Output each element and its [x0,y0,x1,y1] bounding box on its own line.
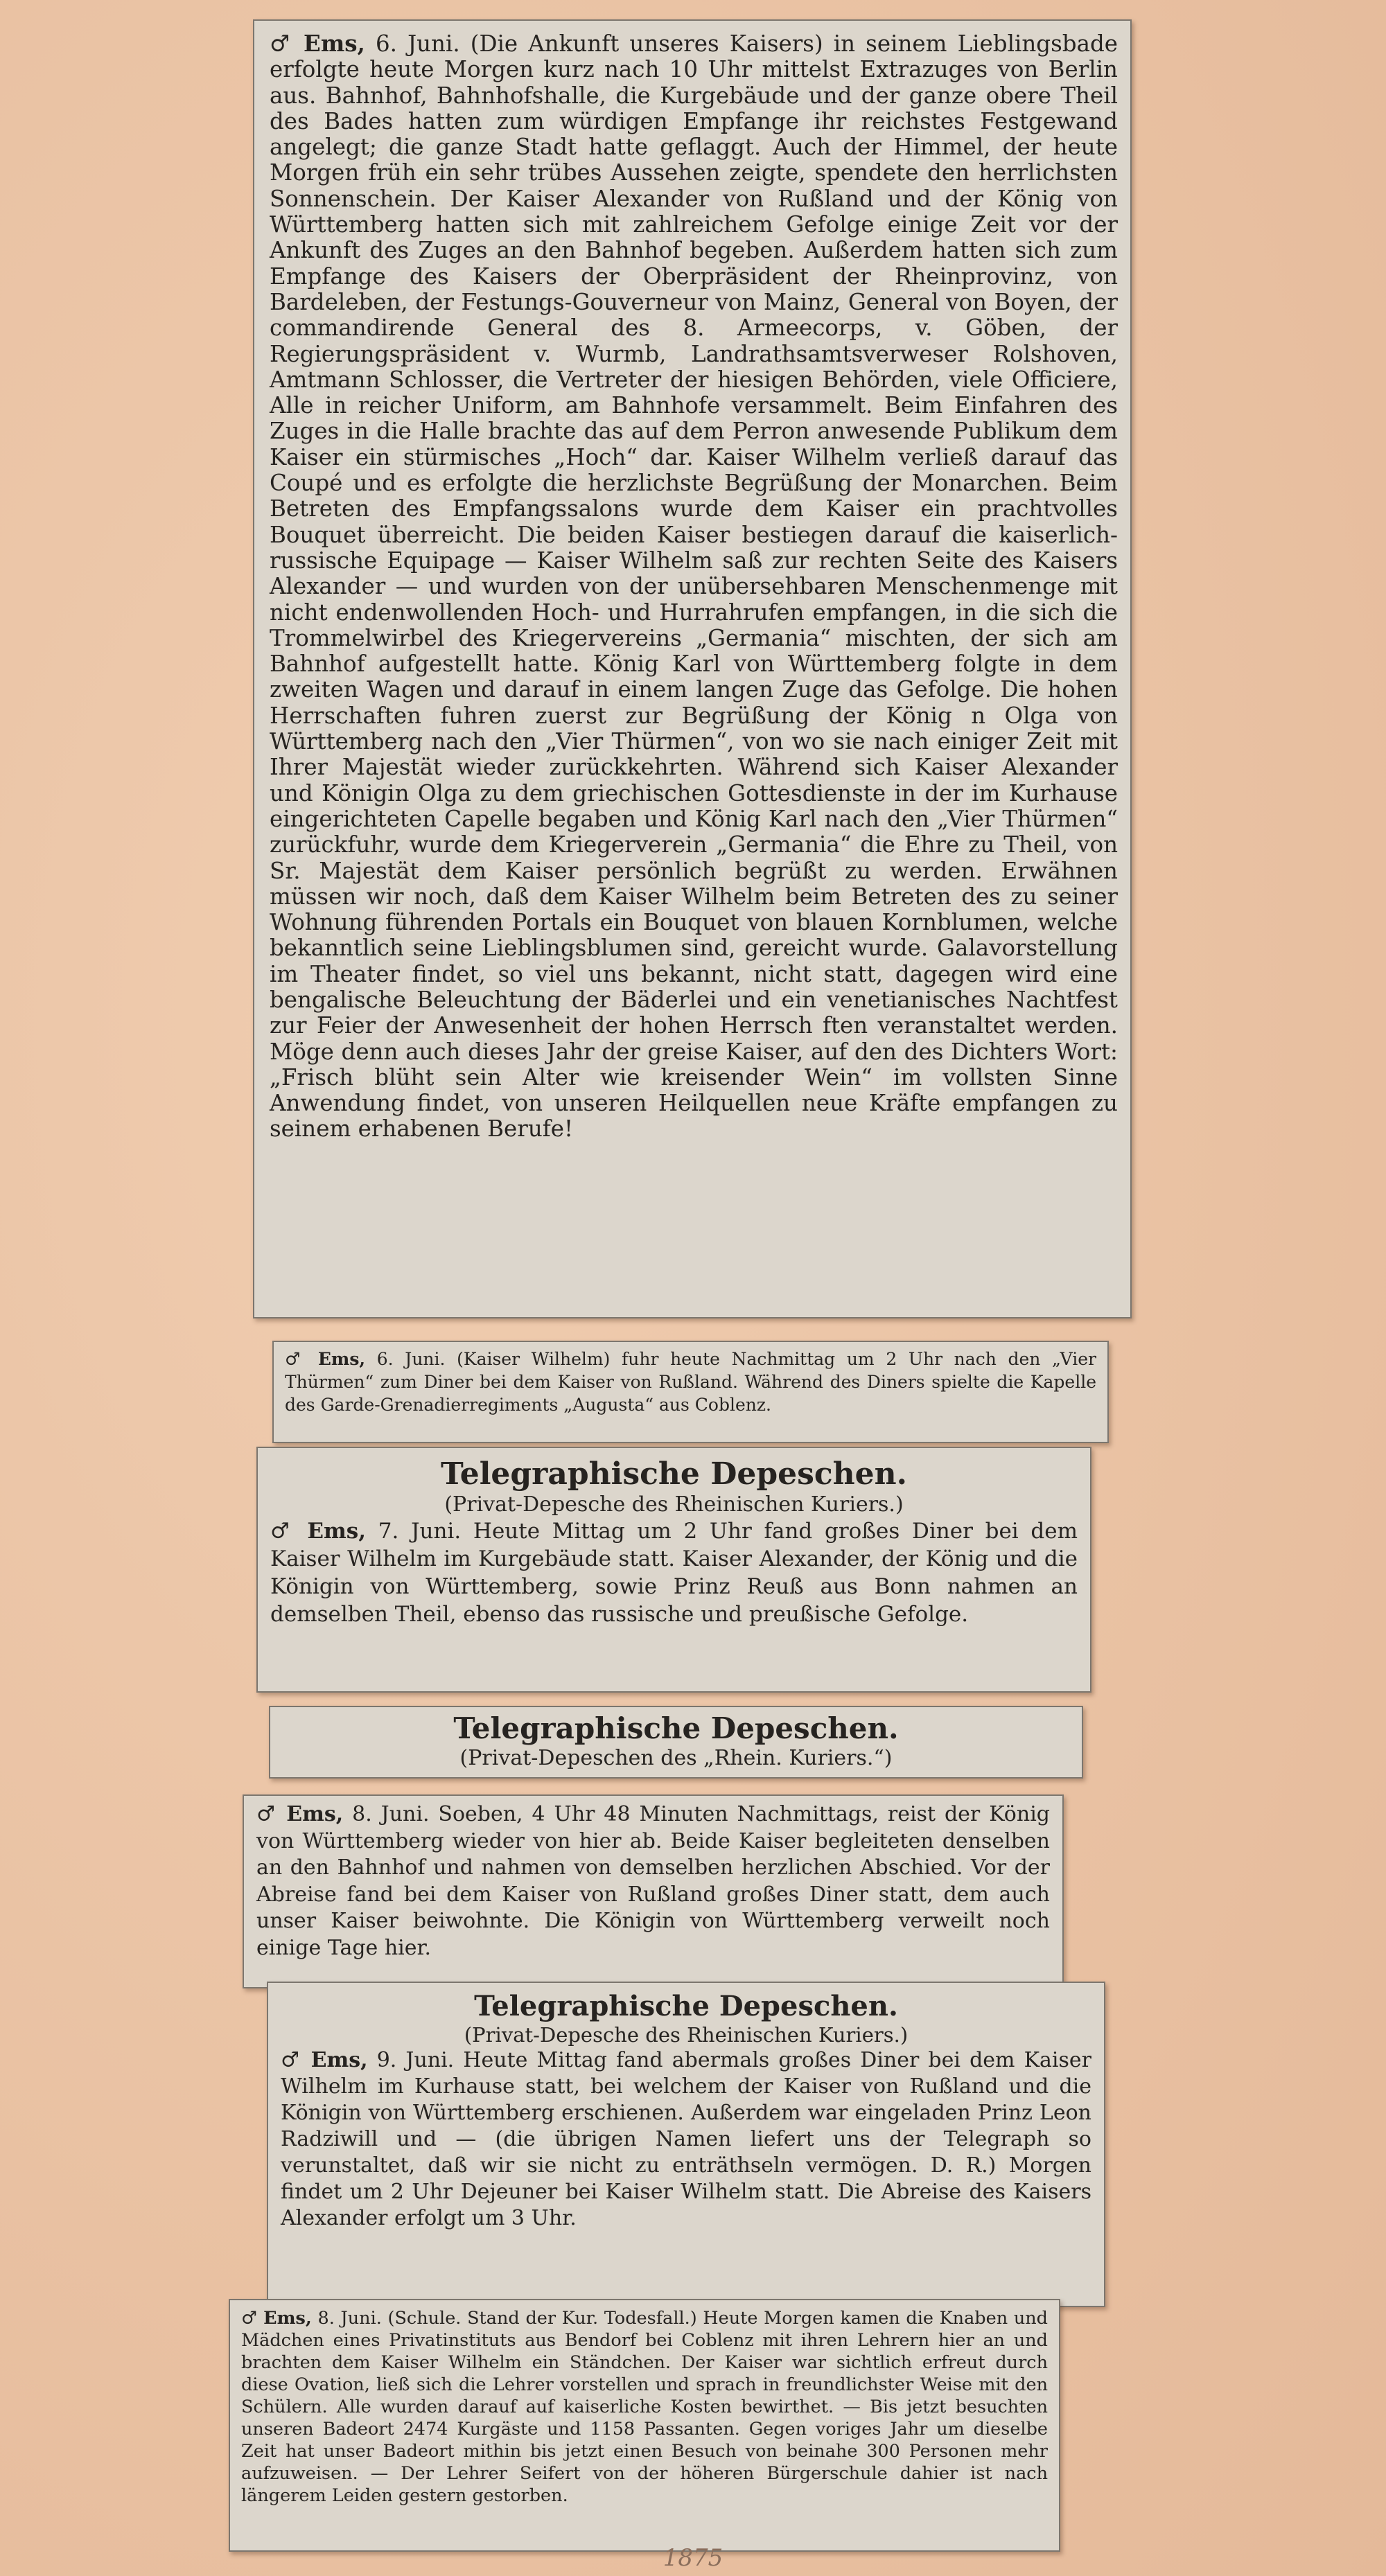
clipping-1-text [270,30,1118,1143]
male-symbol-icon: ♂ [241,2308,258,2329]
clipping-heading: Telegraphische Depeschen. [441,1456,907,1492]
clipping-subheading: (Privat-Depesche des Rheinischen Kuriers.) [444,1492,904,1517]
article-body: 8. Juni. Soeben, 4 Uhr 48 Minuten Nachmittags, reist der König von Württemberg wieder von hier ab. Beide Kaiser begleiteten denselben an den Bahnhof und nahmen von demselben herzlichen Abschied. Vor der Abreise fand bei dem Kaiser von Rußland großes Diner statt, dem auch unser Kaiser beiwohnte. Die Königin von Württemberg verweilt noch einige Tage hier. [256,1802,1050,1960]
article-body: 9. Juni. Heute Mittag fand abermals großes Diner bei dem Kaiser Wilhelm im Kurhause statt, bei welchem der Kaiser von Rußland und die Königin von Württemberg erschienen. Außerdem war eingeladen Prinz Leon Radziwill und — (die übrigen Namen liefert uns der Telegraph so verunstaltet, daß wir sie nicht zu enträthseln vermögen. D. R.) Morgen findet um 2 Uhr Dejeuner bei Kaiser Wilhelm statt. Die Abreise des Kaisers Alexander erfolgt um 3 Uhr. [281,2048,1091,2230]
male-symbol-icon: ♂ [270,1519,295,1544]
article-body: 6. Juni. (Die Ankunft unseres Kaisers) in seinem Lieblingsbade erfolgte heute Morgen kurz nach 10 Uhr mittelst Extrazuges von Berlin aus. Bahnhof, Bahnhofshalle, die Kurgebäude und der ganze obere Theil des Bades hatten zum würdigen Empfange ihr reichstes Festgewand angelegt; die ganze Stadt hatte geflaggt. Auch der Himmel, der heute Morgen früh ein sehr trübes Aussehen zeigte, spendete den herrlichsten Sonnenschein. Der Kaiser Alexander von Rußland und der König von Württemberg hatten sich mit zahlreichem Gefolge einige Zeit vor der Ankunft des Zuges an den Bahnhof begeben. Außerdem hatten sich zum Empfange des Kaisers der Oberpräsident der Rheinprovinz, von Bardeleben, der Festungs-Gouverneur von Mainz, General von Boyen, der commandirende General des 8. Armeecorps, v. Göben, der Regierungspräsident v. Wurmb, Landrathsamtsverweser Rolshoven, Amtmann Schlosser, die Vertreter der hiesigen Behörden, viele Officiere, Alle in reicher Uniform, am Bahnhofe versammelt. Beim Einfahren des Zuges in die Halle brachte das auf dem Perron anwesende Publikum dem Kaiser ein stürmisches „Hoch“ dar. Kaiser Wilhelm verließ darauf das Coupé und es erfolgte die herzlichste Begrüßung der Monarchen. Beim Betreten des Empfangssalons wurde dem Kaiser ein prachtvolles Bouquet überreicht. Die beiden Kaiser bestiegen darauf die kaiserlich-russische Equipage — Kaiser Wilhelm saß zur rechten Seite des Kaisers Alexander — und wurden von der unübersehbaren Menschenmenge mit nicht endenwollenden Hoch- und Hurrahrufen empfangen, in die sich die Trommelwirbel des Kriegervereins „Germania“ mischten, der sich am Bahnhof aufgestellt hatte. König Karl von Württemberg folgte in dem zweiten Wagen und darauf in einem langen Zuge das Gefolge. Die hohen Herrschaften fuhren zuerst zur Begrüßung der König n Olga von Württemberg nach den „Vier Thürmen“, von wo sie nach einiger Zeit mit Ihrer Majestät wieder zurückkehrten. Während sich Kaiser Alexander und Königin Olga zu dem griechischen Gottesdienste in der im Kurhause eingerichteten Capelle begaben und König Karl nach den „Vier Thürmen“ zurückfuhr, wurde dem Kriegerverein „Germania“ die Ehre zu Theil, von Sr. Majestät dem Kaiser persönlich begrüßt zu werden. Erwähnen müssen wir noch, daß dem Kaiser Wilhelm beim Betreten des zu seiner Wohnung führenden Portals ein Bouquet von blauen Kornblumen, welche bekanntlich seine Lieblingsblumen sind, gereicht wurde. Galavorstellung im Theater findet, so viel uns bekannt, nicht statt, dagegen wird eine bengalische Beleuchtung der Bäderlei und ein venetianisches Nachtfest zur Feier der Anwesenheit der hohen Herrsch ften veranstaltet werden. Möge denn auch dieses Jahr der greise Kaiser, auf den des Dichters Wort: „Frisch blüht sein Alter wie kreisender Wein“ im vollsten Sinne Anwendung findet, von unseren Heilquellen neue Kräfte empfangen zu seinem erhabenen Berufe! [270,30,1119,1143]
clipping-1 [253,19,1132,1318]
clipping-6 [267,1982,1105,2307]
male-symbol-icon: ♂ [281,2048,302,2072]
dateline: Ems, [317,1349,366,1369]
clipping-subheading: (Privat-Depesche des Rheinischen Kuriers.) [464,2023,909,2047]
article-body: 8. Juni. (Schule. Stand der Kur. Todesfall.) Heute Morgen kamen die Knaben und Mädchen eines Privatinstituts aus Bendorf bei Coblenz mit ihren Lehrern hier an und brachten dem Kaiser Wilhelm ein Ständchen. Der Kaiser war sichtlich erfreut durch diese Ovation, ließ sich die Lehrer vorstellen und sprach in freundlichster Weise mit den Schülern. Alle wurden darauf auf kaiserliche Kosten bewirthet. — Bis jetzt besuchten unseren Badeort 2474 Kurgäste und 1158 Passanten. Gegen voriges Jahr um dieselbe Zeit hat unser Badeort mithin bis jetzt einen Besuch von beinahe 300 Personen mehr aufzuweisen. — Der Lehrer Seifert von der höheren Bürgerschule dahier ist nach längerem Leiden gestern gestorben. [241,2308,1048,2506]
dateline: Ems, [307,1519,367,1544]
clipping-heading: Telegraphische Depeschen. [474,1990,898,2022]
clipping-heading: Telegraphische Depeschen. [453,1711,899,1745]
clipping-3 [256,1447,1091,1693]
clipping-7-text [241,2307,1048,2507]
male-symbol-icon: ♂ [256,1802,278,1826]
clipping-7 [229,2299,1060,2552]
clipping-2 [272,1341,1109,1443]
dateline: Ems, [263,2308,312,2329]
clipping-subheading: (Privat-Depeschen des „Rhein. Kuriers.“) [459,1746,893,1770]
dateline: Ems, [286,1802,344,1826]
dateline: Ems, [304,30,365,57]
clipping-4 [269,1706,1083,1779]
article-body: 6. Juni. (Kaiser Wilhelm) fuhr heute Nachmittag um 2 Uhr nach den „Vier Thürmen“ zum Diner bei dem Kaiser von Rußland. Während des Diners spielte die Kapelle des Garde-Grenadierregiments „Augusta“ aus Coblenz. [285,1349,1096,1415]
article-body: 7. Juni. Heute Mittag um 2 Uhr fand großes Diner bei dem Kaiser Wilhelm im Kurgebäude statt. Kaiser Alexander, der König und die Königin von Württemberg, sowie Prinz Reuß aus Bonn nahmen an demselben Theil, ebenso das russische und preußische Gefolge. [270,1519,1078,1627]
clipping-6-text [281,2047,1091,2232]
clipping-5-text [256,1801,1050,1961]
dateline: Ems, [310,2048,368,2072]
clipping-5 [243,1794,1064,1988]
handwritten-year: 1875 [663,2544,723,2572]
male-symbol-icon: ♂ [285,1349,307,1369]
male-symbol-icon: ♂ [270,30,293,57]
clipping-2-text [285,1348,1096,1416]
clipping-3-text [270,1517,1078,1628]
